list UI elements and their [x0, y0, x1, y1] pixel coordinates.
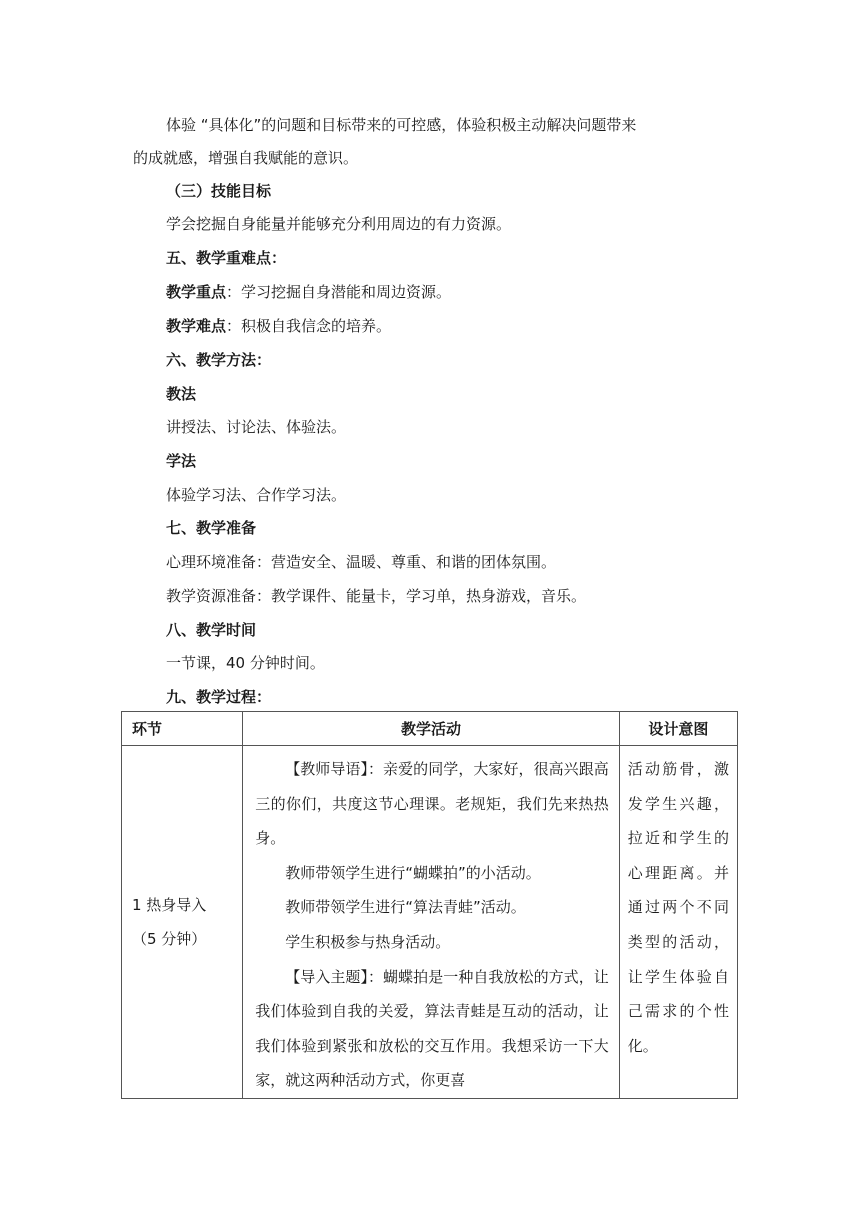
activity-paragraph: 教师带领学生进行“蝴蝶拍”的小活动。	[285, 863, 541, 882]
time-text: 一节课，40 分钟时间。	[166, 654, 325, 672]
learning-method-label: 学法	[166, 452, 197, 470]
stage-name: 1 热身导入	[132, 895, 207, 914]
key-point-text: ：学习挖掘自身潜能和周边资源。	[226, 283, 452, 301]
header-stage: 环节	[122, 712, 243, 746]
header-intent: 设计意图	[619, 712, 737, 746]
activity-cell	[243, 746, 620, 1099]
table-header-row	[122, 712, 738, 746]
teaching-process-table	[121, 711, 738, 1099]
emotion-goal-line-2: 的成就感，增强自我赋能的意识。	[133, 149, 359, 167]
teaching-method-text: 讲授法、讨论法、体验法。	[166, 418, 347, 436]
teaching-method-label: 教法	[166, 385, 197, 403]
emotion-goal-line-1: 体验 “具体化”的问题和目标带来的可控感，体验积极主动解决问题带来	[166, 116, 637, 134]
difficulty-line	[166, 316, 391, 336]
difficulty-label: 教学难点	[166, 317, 227, 335]
activity-paragraph: 【教师导语】：亲爱的同学，大家好，很高兴跟高三的你们，共度这节心理课。老规矩，我们先来热热身。	[255, 760, 609, 848]
difficulty-text: ：积极自我信念的培养。	[226, 317, 392, 335]
process-heading: 九、教学过程：	[166, 688, 272, 706]
learning-method-text: 体验学习法、合作学习法。	[166, 486, 347, 504]
prep-heading: 七、教学准备	[166, 519, 257, 537]
key-points-heading: 五、教学重难点：	[166, 249, 287, 267]
stage-time: （5 分钟）	[132, 929, 207, 948]
skill-goal-text: 学会挖掘自身能量并能够充分利用周边的有力资源。	[166, 215, 512, 233]
methods-heading: 六、教学方法：	[166, 351, 272, 369]
key-point-line	[166, 282, 451, 302]
stage-cell	[122, 746, 243, 1099]
skill-goal-heading: （三）技能目标	[166, 182, 272, 200]
activity-paragraph: 【导入主题】：蝴蝶拍是一种自我放松的方式，让我们体验到自我的关爱，算法青蛙是互动的活动，让我们体验到紧张和放松的交互作用。我想采访一下大家，就这两种活动方式，你更喜	[255, 967, 609, 1090]
prep-resources-text: 教学资源准备：教学课件、能量卡，学习单，热身游戏，音乐。	[166, 587, 587, 605]
prep-psych-text: 心理环境准备：营造安全、温暖、尊重、和谐的团体氛围。	[166, 553, 557, 571]
intent-cell: 活动筋骨，激发学生兴趣，拉近和学生的心理距离。并通过两个不同类型的活动，让学生体验自己需求的个性化。	[619, 746, 737, 1099]
activity-paragraph: 学生积极参与热身活动。	[285, 932, 451, 951]
time-heading: 八、教学时间	[166, 621, 257, 639]
header-activity: 教学活动	[243, 712, 620, 746]
activity-paragraph: 教师带领学生进行“算法青蛙”活动。	[285, 898, 526, 917]
key-point-label: 教学重点	[166, 283, 227, 301]
table-row	[122, 746, 738, 1099]
